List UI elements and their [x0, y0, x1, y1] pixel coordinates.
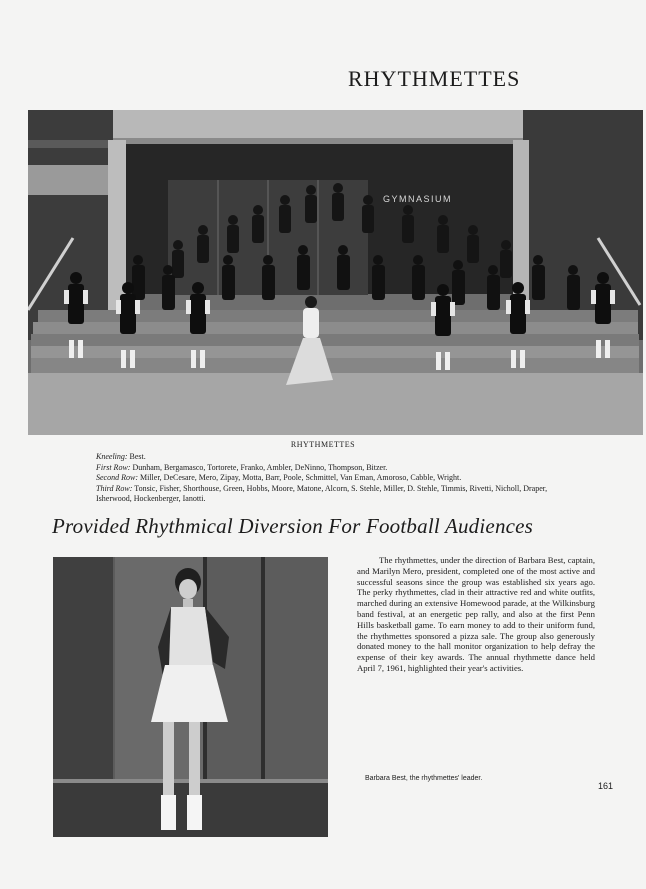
roster-row-names: Tonsic, Fisher, Shorthouse, Green, Hobbs, Moore, Matone, Alcorn, S. Stehle, Miller, D. Stehle, Timmis, Rivetti, Nicholl, Draper, Isherwood, Hockenberger, Ianotti.: [96, 483, 548, 504]
roster-row-label: Third Row:: [96, 483, 133, 493]
article-body: The rhythmettes, under the direction of Barbara Best, captain, and Marilyn Mero, president, completed one of the most active and successful seasons since the group was established six years ago. The perky rhythmettes, clad in their attractive red and white outfits, marched during an extensive Homewood parade, at the Wilkinsburg band festival, at an energetic pep rally, and also at the first Penn Hills basketball game. To earn money to add to their uniform fund, the rhythmettes sponsored a pizza sale. The group also generously donated money to the hall monitor organization to help defray the expense of their key awards. The annual rhythmette dance held April 7, 1961, highlighted their year's activities.: [357, 555, 595, 673]
roster-row-names: Dunham, Bergamasco, Tortorete, Franko, Ambler, DeNinno, Thompson, Bitzer.: [132, 462, 388, 472]
group-photo-caption-title: RHYTHMETTES: [290, 440, 356, 449]
roster-row: [96, 452, 566, 463]
roster-row: [96, 463, 566, 474]
roster-row-label: Kneeling:: [96, 452, 128, 461]
group-photo: [28, 110, 643, 435]
roster-row-label: First Row:: [96, 462, 131, 472]
roster-row: [96, 473, 566, 484]
portrait-photo: [53, 557, 328, 837]
roster-row: [96, 484, 566, 505]
roster-row-names: Miller, DeCesare, Mero, Zipay, Motta, Barr, Poole, Schmittel, Van Eman, Amoroso, Cabble, Wright.: [140, 473, 462, 483]
roster-row-names: Best.: [129, 452, 146, 461]
gymnasium-sign: GYMNASIUM: [383, 194, 453, 204]
roster-row-label: Second Row:: [96, 473, 138, 483]
portrait-caption: Barbara Best, the rhythmettes' leader.: [365, 775, 483, 782]
roster-list: [96, 452, 566, 505]
page-number: 161: [598, 781, 614, 791]
page-title: RHYTHMETTES: [348, 66, 521, 91]
section-headline: Provided Rhythmical Diversion For Football Audiences: [52, 514, 534, 538]
